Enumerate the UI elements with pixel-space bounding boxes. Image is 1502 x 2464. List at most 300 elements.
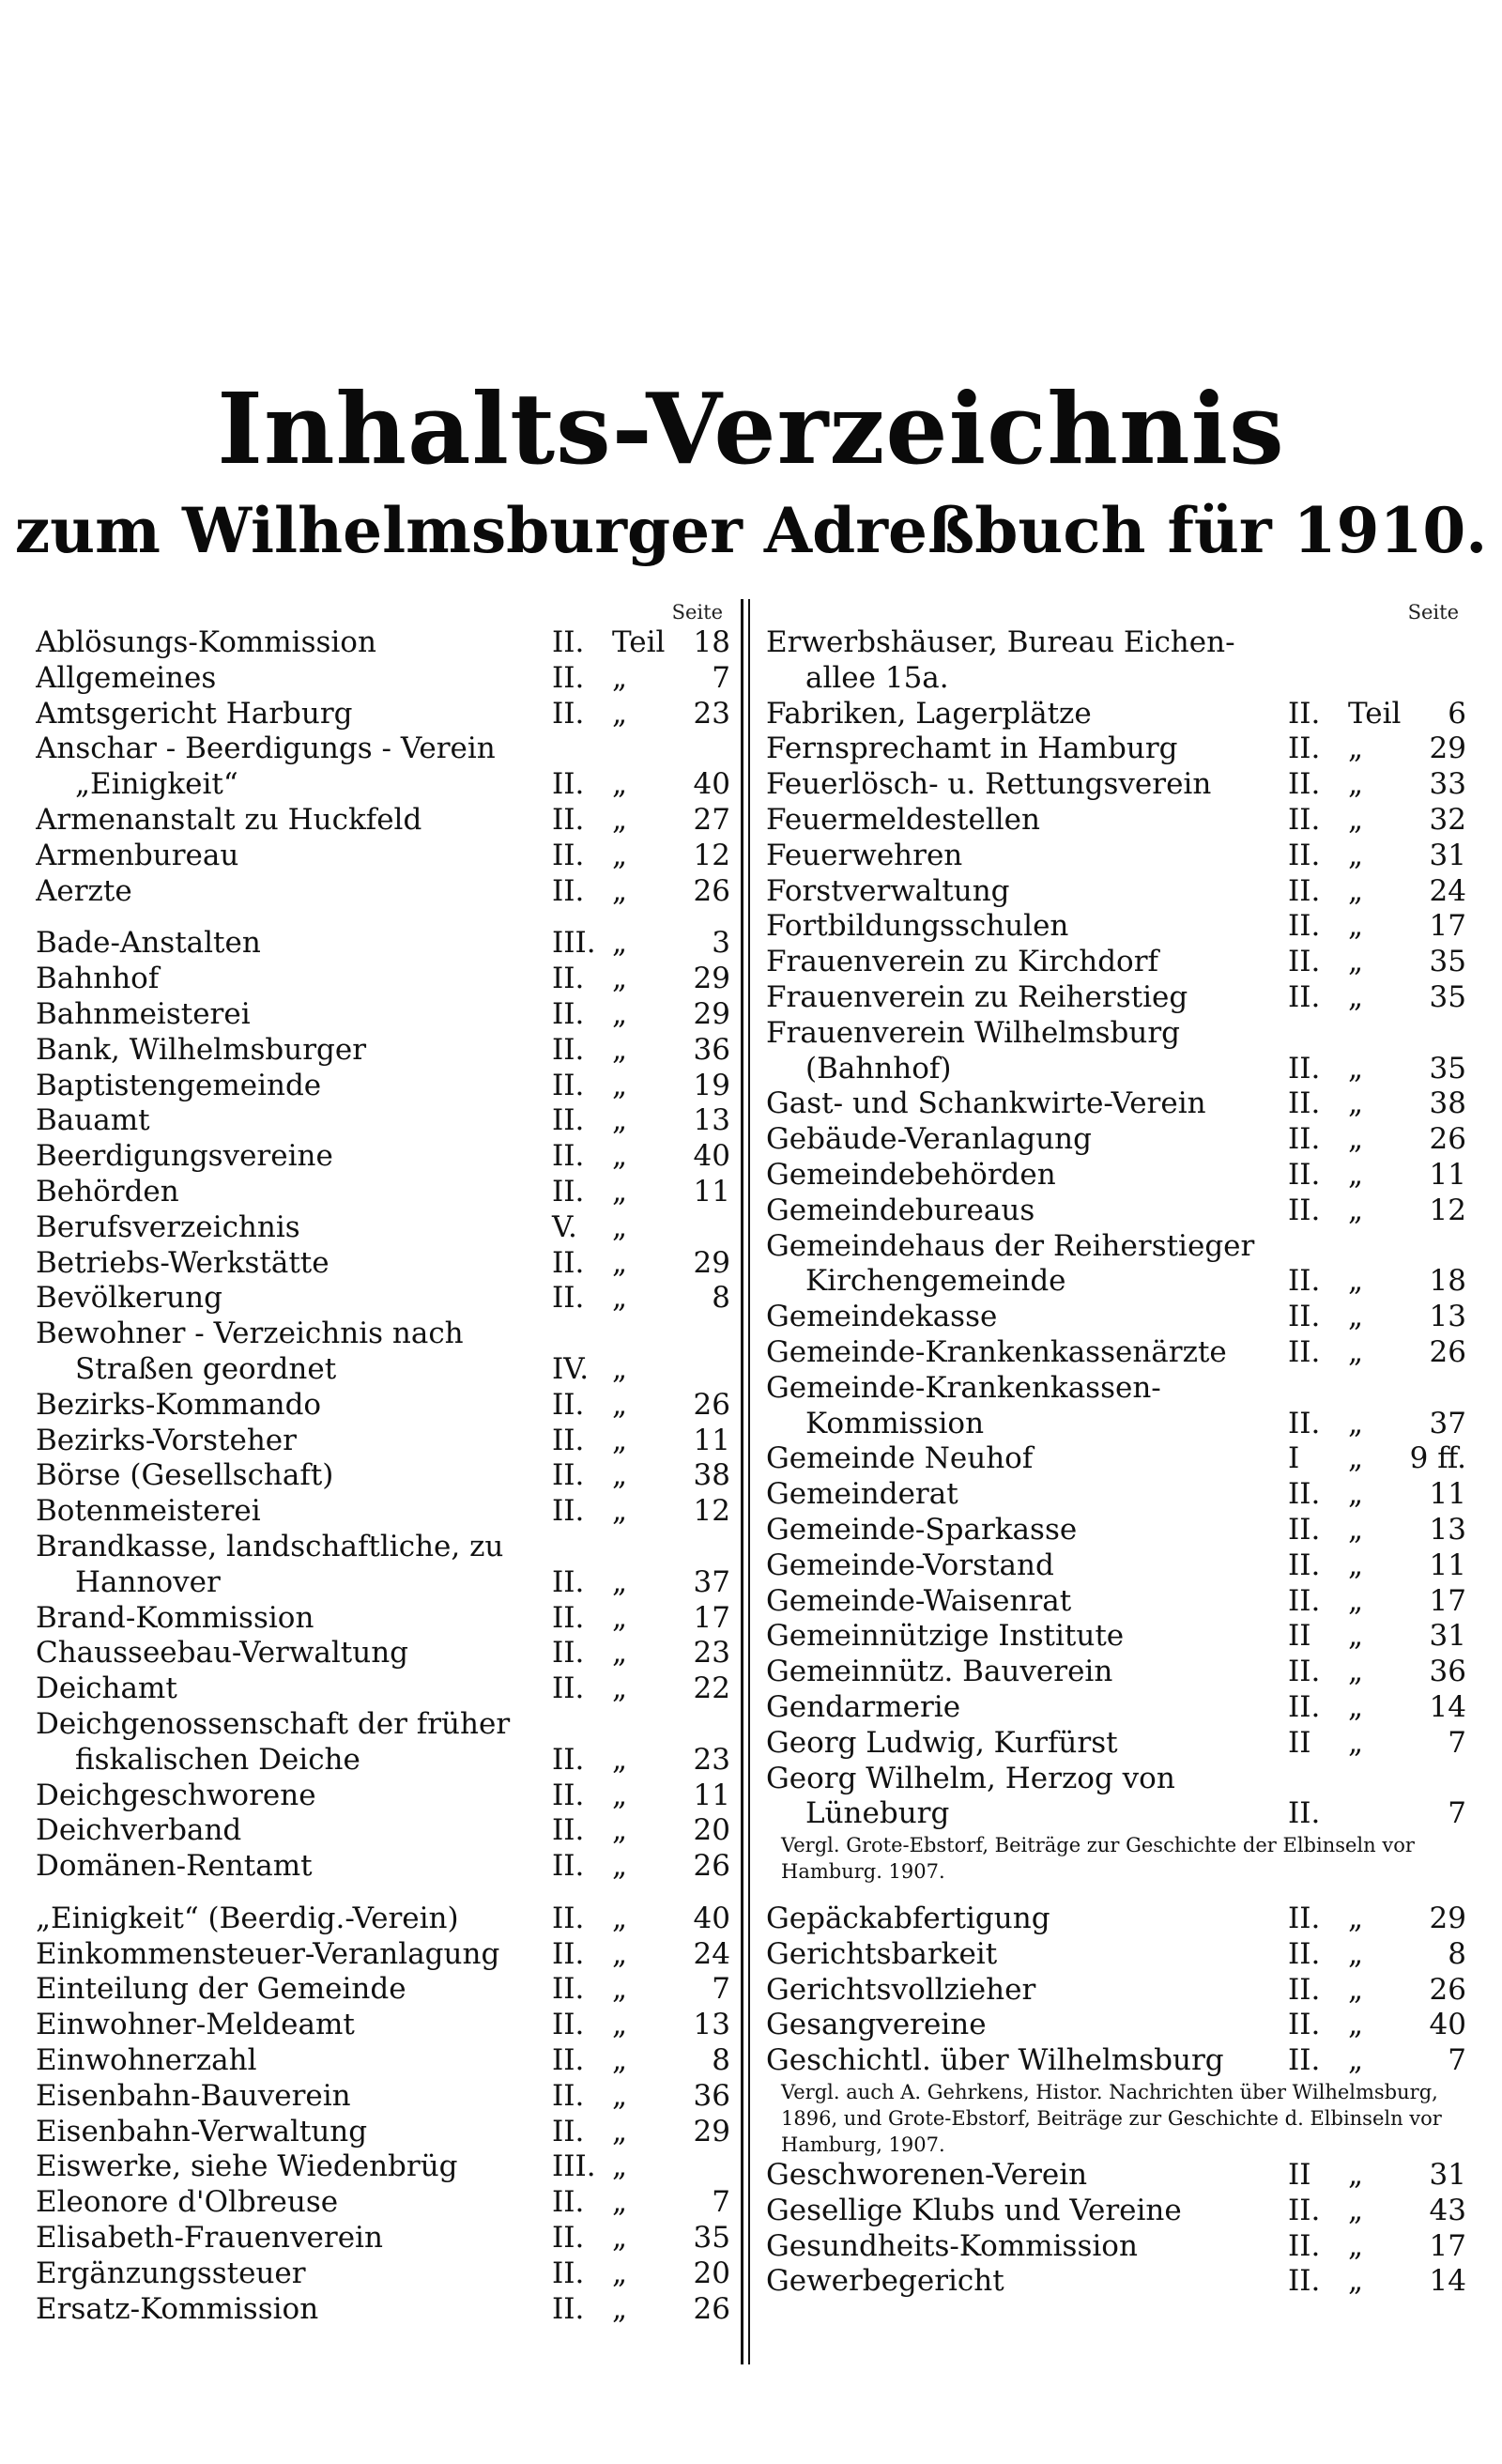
entry-page: 23	[693, 1636, 730, 1671]
index-entry	[36, 1175, 730, 1210]
entry-teil: „	[612, 2185, 628, 2220]
entry-name: Allgemeines	[36, 660, 217, 695]
index-note: Vergl. auch A. Gehrkens, Histor. Nachrichten über Wilhelmsburg, 1896, und Grote-Ebstorf, Beiträge zur Geschichte d. Elbinseln vor Hamburg, 1907.	[781, 2081, 1442, 2157]
index-entry	[766, 1584, 1466, 1620]
index-entry	[766, 1513, 1466, 1548]
entry-page: 38	[693, 1458, 730, 1493]
index-entry	[36, 1103, 730, 1139]
entry-page: 17	[1429, 909, 1466, 944]
section-gap	[36, 1885, 730, 1902]
entry-part: II.	[552, 1564, 585, 1599]
index-entry	[766, 1937, 1466, 1973]
entry-page: 29	[693, 962, 730, 996]
entry-page: 35	[1429, 945, 1466, 979]
entry-part: II.	[552, 1245, 585, 1280]
entry-teil: „	[612, 873, 628, 908]
entry-name: Börse (Gesellschaft)	[36, 1458, 334, 1493]
page-title: Inhalts-Verzeichnis	[217, 371, 1285, 486]
entry-part: II	[1288, 1619, 1311, 1654]
index-entry	[36, 1565, 730, 1601]
entry-teil: „	[612, 2221, 628, 2256]
entry-teil: „	[1348, 2043, 1364, 2078]
entry-page: 23	[693, 1742, 730, 1777]
entry-page: 13	[1429, 1300, 1466, 1334]
entry-part: II.	[552, 1671, 585, 1706]
entry-part: II.	[552, 2008, 585, 2042]
entry-page: 37	[693, 1564, 730, 1599]
index-entry	[36, 1352, 730, 1388]
entry-page: 7	[712, 660, 730, 695]
entry-teil: „	[612, 1972, 628, 2007]
index-entry	[36, 1779, 730, 1814]
entry-name: Gemeinde-Krankenkassenärzte	[766, 1334, 1227, 1369]
entry-name: Aerzte	[36, 873, 132, 908]
entry-part: II.	[1288, 1477, 1321, 1512]
entry-teil: „	[1348, 1406, 1364, 1440]
entry-name: Gemeinnütz. Bauverein	[766, 1655, 1113, 1689]
entry-page: 26	[1429, 1334, 1466, 1369]
entry-teil: „	[1348, 1655, 1364, 1689]
index-entry	[766, 1158, 1466, 1194]
index-entry	[766, 767, 1466, 803]
index-entry	[36, 1281, 730, 1317]
entry-page: 31	[1429, 1619, 1466, 1654]
entry-part: II.	[552, 2185, 585, 2220]
entry-teil: „	[612, 1778, 628, 1812]
entry-teil: „	[612, 838, 628, 872]
entry-page: 14	[1429, 2264, 1466, 2299]
entry-page: 19	[693, 1068, 730, 1102]
entry-part: II.	[1288, 873, 1321, 908]
entry-part: II.	[1288, 696, 1321, 731]
entry-name: Gepäckabfertigung	[766, 1902, 1050, 1936]
entry-name: Feuerwehren	[766, 838, 963, 872]
entry-page: 14	[1429, 1689, 1466, 1724]
entry-teil: „	[612, 1636, 628, 1671]
entry-page: 43	[1429, 2193, 1466, 2227]
index-entry	[36, 2079, 730, 2115]
entry-teil: „	[1348, 1051, 1364, 1086]
index-entry	[36, 1069, 730, 1104]
entry-page: 26	[1429, 1122, 1466, 1157]
entry-part: II.	[1288, 1406, 1321, 1440]
entry-name: Ablösungs-Kommission	[36, 625, 376, 659]
entry-name: Gemeindekasse	[766, 1300, 998, 1334]
entry-part: II.	[1288, 909, 1321, 944]
seite-header: Seite	[671, 601, 723, 624]
entry-part: II.	[1288, 1655, 1321, 1689]
index-entry	[766, 2008, 1466, 2043]
entry-part: II.	[552, 1742, 585, 1777]
index-entry	[36, 1937, 730, 1973]
entry-name: Fernsprechamt in Hamburg	[766, 732, 1178, 766]
index-entry	[36, 2292, 730, 2328]
index-entry	[766, 2158, 1466, 2194]
entry-name: Amtsgericht Harburg	[36, 696, 353, 731]
entry-page: 8	[712, 2043, 730, 2078]
entry-teil: „	[1348, 1334, 1364, 1369]
entry-page: 26	[1429, 1972, 1466, 2007]
entry-page: 33	[1429, 767, 1466, 802]
entry-teil: „	[1348, 1441, 1364, 1476]
index-entry	[766, 1122, 1466, 1158]
entry-page: 40	[693, 1901, 730, 1935]
entry-name: Brandkasse, landschaftliche, zu	[36, 1529, 504, 1563]
index-entry	[36, 2043, 730, 2079]
index-entry	[766, 2264, 1466, 2300]
entry-name: Gemeinde-Sparkasse	[766, 1512, 1078, 1547]
entry-teil: „	[612, 660, 628, 695]
entry-page: 12	[1429, 1193, 1466, 1227]
index-entry	[36, 1139, 730, 1175]
entry-name: allee 15a.	[805, 660, 949, 695]
entry-page: 12	[693, 1494, 730, 1529]
entry-name: Forstverwaltung	[766, 873, 1010, 908]
index-entry	[36, 2149, 730, 2185]
index-entry	[36, 767, 730, 803]
entry-part: II.	[552, 2221, 585, 2256]
entry-teil: „	[1348, 1300, 1364, 1334]
entry-teil: „	[1348, 1512, 1364, 1547]
entry-name: Hannover	[75, 1564, 221, 1599]
entry-name: Bahnhof	[36, 962, 160, 996]
index-entry	[36, 1743, 730, 1779]
entry-teil: „	[1348, 1619, 1364, 1654]
entry-name: Frauenverein Wilhelmsburg	[766, 1015, 1180, 1050]
entry-teil: „	[1348, 1193, 1364, 1227]
entry-part: II.	[552, 1103, 585, 1138]
entry-name: Lüneburg	[805, 1796, 950, 1831]
entry-page: 40	[693, 1139, 730, 1174]
entry-name: Bezirks-Kommando	[36, 1387, 322, 1422]
entry-name: „Einigkeit“ (Beerdig.-Verein)	[36, 1901, 459, 1935]
entry-page: 17	[1429, 2228, 1466, 2263]
entry-teil: „	[1348, 2264, 1364, 2299]
entry-part: V.	[552, 1209, 577, 1244]
index-entry	[36, 2185, 730, 2221]
entry-part: II.	[1288, 767, 1321, 802]
entry-page: 7	[1448, 1796, 1466, 1831]
entry-page: 11	[693, 1778, 730, 1812]
entry-teil: „	[612, 1849, 628, 1884]
index-entry	[766, 874, 1466, 910]
entry-teil: „	[612, 1387, 628, 1422]
entry-page: 31	[1429, 838, 1466, 872]
entry-part: II	[1288, 2158, 1311, 2193]
entry-part: II.	[552, 1387, 585, 1422]
index-entry	[766, 839, 1466, 874]
entry-page: 29	[1429, 732, 1466, 766]
entry-teil: „	[612, 1139, 628, 1174]
entry-teil: „	[1348, 732, 1364, 766]
entry-teil: „	[1348, 1583, 1364, 1618]
index-entry	[36, 1601, 730, 1637]
index-entry	[36, 697, 730, 732]
entry-name: „Einigkeit“	[75, 767, 238, 802]
entry-part: II.	[552, 1849, 585, 1884]
index-entry	[766, 1441, 1466, 1477]
entry-name: Feuermeldestellen	[766, 802, 1040, 837]
entry-page: 7	[1448, 2043, 1466, 2078]
entry-teil: „	[612, 926, 628, 961]
entry-part: II.	[1288, 2008, 1321, 2042]
entry-teil: „	[612, 996, 628, 1031]
index-entry	[766, 1407, 1466, 1442]
entry-name: Gemeinde-Waisenrat	[766, 1583, 1072, 1618]
entry-name: Kommission	[805, 1406, 985, 1440]
index-entry	[36, 1388, 730, 1424]
entry-page: 26	[693, 1387, 730, 1422]
entry-page: 7	[712, 1972, 730, 2007]
entry-page: 36	[693, 2078, 730, 2113]
entry-teil: „	[612, 1245, 628, 1280]
index-entry	[36, 1210, 730, 1246]
entry-page: 24	[1429, 873, 1466, 908]
entry-teil: „	[612, 962, 628, 996]
entry-page: 11	[1429, 1477, 1466, 1512]
entry-part: II.	[552, 873, 585, 908]
entry-teil: „	[612, 1936, 628, 1971]
entry-teil: „	[1348, 873, 1364, 908]
entry-part: II.	[1288, 1548, 1321, 1582]
entry-teil: „	[612, 802, 628, 837]
entry-name: Bewohner - Verzeichnis nach	[36, 1317, 464, 1351]
entry-name: Gemeindebehörden	[766, 1157, 1056, 1192]
entry-part: II.	[1288, 732, 1321, 766]
entry-name: Fabriken, Lagerplätze	[766, 696, 1092, 731]
entry-teil: „	[1348, 1936, 1364, 1971]
entry-part: II.	[552, 696, 585, 731]
entry-name: Bade-Anstalten	[36, 926, 261, 961]
entry-name: Gemeinde-Krankenkassen-	[766, 1370, 1161, 1405]
entry-part: II.	[1288, 1902, 1321, 1936]
entry-part: II.	[552, 1281, 585, 1316]
entry-part: II.	[1288, 2193, 1321, 2227]
entry-page: 29	[693, 996, 730, 1031]
entry-name: Einwohner-Meldeamt	[36, 2008, 355, 2042]
entry-part: II.	[1288, 1086, 1321, 1121]
entry-page: 17	[693, 1600, 730, 1635]
index-note: Vergl. Grote-Ebstorf, Beiträge zur Geschichte der Elbinseln vor Hamburg. 1907.	[781, 1834, 1415, 1884]
index-entry	[766, 1762, 1466, 1797]
entry-teil: „	[1348, 909, 1364, 944]
entry-page: 35	[693, 2221, 730, 2256]
index-entry	[36, 1246, 730, 1282]
entry-part: II.	[552, 996, 585, 1031]
entry-name: Einwohnerzahl	[36, 2043, 257, 2078]
index-entry	[766, 732, 1466, 767]
entry-part: II.	[552, 1458, 585, 1493]
entry-part: II.	[1288, 979, 1321, 1014]
entry-name: Einteilung der Gemeinde	[36, 1972, 406, 2007]
index-entry	[766, 1796, 1466, 1832]
entry-teil: „	[1348, 1725, 1364, 1760]
entry-teil: „	[1348, 1902, 1364, 1936]
entry-part: II.	[1288, 2228, 1321, 2263]
entry-name: Armenanstalt zu Huckfeld	[36, 802, 422, 837]
entry-page: 26	[693, 873, 730, 908]
entry-part: II.	[552, 802, 585, 837]
entry-name: Anschar - Beerdigungs - Verein	[36, 732, 496, 766]
entry-part: II.	[1288, 1193, 1321, 1227]
entry-teil: „	[612, 2043, 628, 2078]
index-entry	[766, 803, 1466, 839]
entry-teil: „	[612, 2078, 628, 2113]
entry-part: II.	[552, 767, 585, 802]
index-entry	[766, 2043, 1466, 2079]
entry-part: II.	[1288, 2043, 1321, 2078]
entry-page: 26	[693, 1849, 730, 1884]
entry-teil: „	[612, 1742, 628, 1777]
index-entry	[36, 839, 730, 874]
index-entry	[766, 1194, 1466, 1229]
index-entry	[36, 1424, 730, 1459]
entry-teil: „	[1348, 2158, 1364, 2193]
entry-name: Bahnmeisterei	[36, 996, 251, 1031]
entry-part: II.	[1288, 1264, 1321, 1299]
entry-teil: „	[612, 1423, 628, 1457]
entry-page: 40	[693, 767, 730, 802]
entry-teil: „	[1348, 1157, 1364, 1192]
entry-name: Eisenbahn-Verwaltung	[36, 2114, 368, 2148]
entry-part: II.	[552, 2256, 585, 2290]
index-entry	[36, 874, 730, 910]
entry-page: 24	[693, 1936, 730, 1971]
entry-teil: „	[1348, 2193, 1364, 2227]
entry-name: Gemeinde Neuhof	[766, 1441, 1034, 1476]
entry-part: II.	[552, 1423, 585, 1457]
entry-name: Brand-Kommission	[36, 1600, 314, 1635]
index-entry	[36, 1671, 730, 1707]
entry-teil: „	[1348, 802, 1364, 837]
entry-name: Domänen-Rentamt	[36, 1849, 313, 1884]
index-entry	[766, 2229, 1466, 2265]
entry-teil: „	[1348, 979, 1364, 1014]
index-entry	[766, 1086, 1466, 1122]
entry-part: II.	[552, 1972, 585, 2007]
entry-teil: „	[1348, 945, 1364, 979]
section-gap	[36, 909, 730, 926]
entry-name: Gerichtsbarkeit	[766, 1936, 998, 1971]
entry-part: II.	[552, 1636, 585, 1671]
entry-teil: „	[1348, 767, 1364, 802]
entry-part: II.	[552, 1494, 585, 1529]
index-entry	[36, 1972, 730, 2008]
entry-page: 13	[1429, 1512, 1466, 1547]
index-entry	[36, 1317, 730, 1352]
entry-name: Baptistengemeinde	[36, 1068, 322, 1102]
entry-teil: Teil	[1348, 696, 1402, 731]
index-entry	[766, 1229, 1466, 1265]
entry-name: Gemeindehaus der Reiherstieger	[766, 1228, 1255, 1263]
entry-teil: „	[1348, 1477, 1364, 1512]
entry-page: 18	[693, 625, 730, 659]
index-entry	[766, 909, 1466, 945]
column-divider-inner	[748, 599, 750, 2364]
entry-page: 11	[693, 1174, 730, 1209]
index-entry	[36, 661, 730, 697]
seite-header: Seite	[1407, 601, 1459, 624]
index-entry	[766, 1264, 1466, 1300]
entry-teil: „	[1348, 1264, 1364, 1299]
entry-name: Gast- und Schankwirte-Verein	[766, 1086, 1206, 1121]
entry-name: Eisenbahn-Bauverein	[36, 2078, 351, 2113]
entry-part: II.	[552, 660, 585, 695]
index-entry	[766, 1016, 1466, 1052]
entry-name: Geschichtl. über Wilhelmsburg	[766, 2043, 1224, 2078]
index-entry	[766, 1619, 1466, 1655]
entry-name: Eleonore d'Olbreuse	[36, 2185, 339, 2220]
entry-name: Gendarmerie	[766, 1689, 961, 1724]
entry-name: Chausseebau-Verwaltung	[36, 1636, 409, 1671]
entry-part: II.	[1288, 1583, 1321, 1618]
entry-part: II.	[552, 838, 585, 872]
entry-page: 29	[693, 2114, 730, 2148]
left-column	[36, 601, 730, 2327]
entry-part: III.	[552, 2149, 596, 2184]
entry-name: Elisabeth-Frauenverein	[36, 2221, 383, 2256]
entry-teil: „	[612, 1103, 628, 1138]
entry-name: Armenbureau	[36, 838, 239, 872]
entry-name: Beerdigungsvereine	[36, 1139, 333, 1174]
index-entry	[36, 2008, 730, 2043]
entry-teil: „	[1348, 2008, 1364, 2042]
entry-name: Fortbildungsschulen	[766, 909, 1069, 944]
entry-name: Erwerbshäuser, Bureau Eichen-	[766, 625, 1235, 659]
entry-name: Gemeindebureaus	[766, 1193, 1035, 1227]
entry-teil: „	[612, 1813, 628, 1848]
entry-page: 11	[693, 1423, 730, 1457]
entry-page: 11	[1429, 1548, 1466, 1582]
entry-part: II.	[1288, 1300, 1321, 1334]
entry-page: 32	[1429, 802, 1466, 837]
entry-name: fiskalischen Deiche	[75, 1742, 360, 1777]
index-entry	[766, 1655, 1466, 1690]
entry-teil: „	[612, 1458, 628, 1493]
entry-teil: „	[612, 767, 628, 802]
entry-part: II.	[552, 1032, 585, 1067]
entry-page: 26	[693, 2291, 730, 2326]
index-entry	[36, 962, 730, 997]
index-entry	[766, 661, 1466, 697]
entry-part: II.	[552, 1174, 585, 1209]
entry-teil: „	[612, 1901, 628, 1935]
entry-page: 35	[1429, 979, 1466, 1014]
entry-part: II.	[552, 2114, 585, 2148]
index-entry	[766, 1902, 1466, 1937]
entry-part: II.	[1288, 1122, 1321, 1157]
entry-page: 20	[693, 2256, 730, 2290]
entry-part: II.	[1288, 1796, 1321, 1831]
entry-part: II.	[552, 1600, 585, 1635]
entry-page: 17	[1429, 1583, 1466, 1618]
entry-part: III.	[552, 926, 596, 961]
entry-teil: „	[612, 1209, 628, 1244]
entry-teil: „	[612, 2291, 628, 2326]
entry-teil: „	[1348, 1972, 1364, 2007]
entry-part: I	[1288, 1441, 1300, 1476]
entry-part: II.	[1288, 1334, 1321, 1369]
entry-page: 29	[1429, 1902, 1466, 1936]
entry-part: II.	[1288, 838, 1321, 872]
entry-name: Frauenverein zu Reiherstieg	[766, 979, 1188, 1014]
entry-page: 12	[693, 838, 730, 872]
index-entry	[766, 1973, 1466, 2009]
entry-teil: „	[612, 1600, 628, 1635]
entry-part: II.	[1288, 1051, 1321, 1086]
entry-page: 13	[693, 1103, 730, 1138]
entry-part: II.	[552, 1778, 585, 1812]
